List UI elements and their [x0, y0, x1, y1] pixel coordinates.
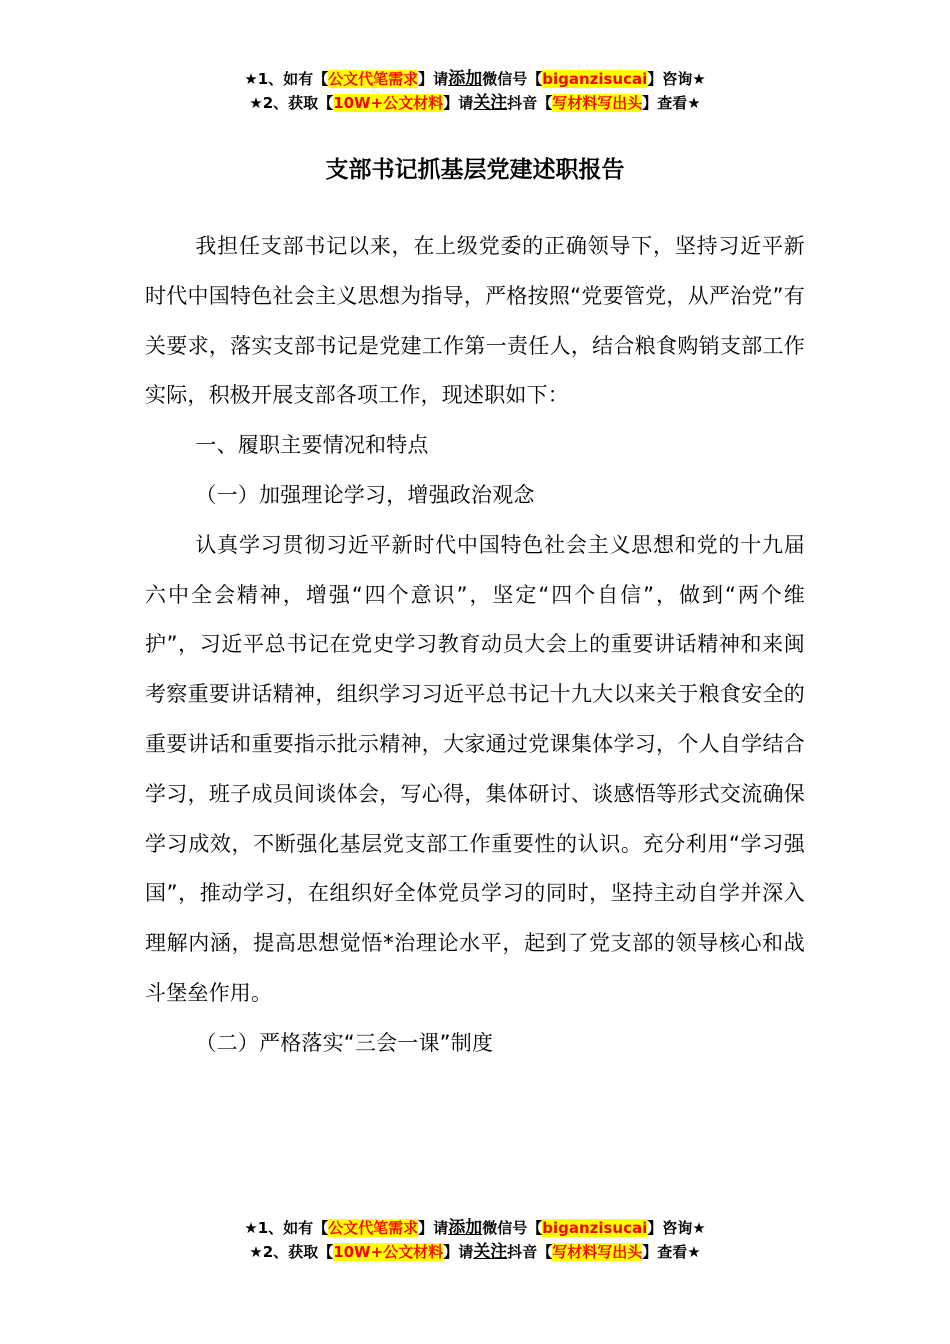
footer-promo-wechat-id: biganzisucai	[542, 1219, 648, 1237]
document-body	[145, 222, 805, 1069]
footer-promo-line-1: ★1、如有【公文代笔需求】请添加微信号【biganzisucai】咨询★	[244, 1218, 706, 1238]
document-title: 支部书记抓基层党建述职报告	[325, 157, 625, 183]
header-promo-douyin-id: 写材料写出头	[552, 94, 643, 112]
footer-promo-highlight: 10W+公文材料	[333, 1243, 444, 1261]
header-promo	[0, 67, 950, 115]
footer-promo-highlight: 公文代笔需求	[328, 1219, 419, 1237]
body-paragraph: 认真学习贯彻习近平新时代中国特色社会主义思想和党的十九届六中全会精神，增强“四个意识”，坚定“四个自信”，做到“两个维护”，习近平总书记在党史学习教育动员大会上的重要讲话精神和来闽考察重要讲话精神，组织学习习近平总书记十九大以来关于粮食安全的重要讲话和重要指示批示精神，大家通过党课集体学习，个人自学结合学习，班子成员间谈体会，写心得，集体研讨、谈感悟等形式交流确保学习成效，不断强化基层党支部工作重要性的认识。充分利用“学习强国”，推动学习，在组织好全体党员学习的同时，坚持主动自学并深入理解内涵，提高思想觉悟*治理论水平，起到了党支部的领导核心和战斗堡垒作用。	[145, 532, 805, 1005]
header-promo-highlight: 10W+公文材料	[333, 94, 444, 112]
footer-promo-line-2: ★2、获取【10W+公文材料】请关注抖音【写材料写出头】查看★	[249, 1242, 701, 1262]
section-heading: 一、履职主要情况和特点	[195, 433, 429, 458]
intro-paragraph: 我担任支部书记以来，在上级党委的正确领导下，坚持习近平新时代中国特色社会主义思想为指导，严格按照“党要管党，从严治党”有关要求，落实支部书记是党建工作第一责任人，结合粮食购销支部工作实际，积极开展支部各项工作，现述职如下：	[145, 234, 805, 408]
subsection-heading: （一）加强理论学习，增强政治观念	[195, 482, 535, 507]
footer-promo-douyin-id: 写材料写出头	[552, 1243, 643, 1261]
subsection-heading: （二）严格落实“三会一课”制度	[195, 1030, 494, 1055]
footer-promo	[0, 1216, 950, 1264]
header-promo-wechat-id: biganzisucai	[542, 70, 648, 88]
header-promo-highlight: 公文代笔需求	[328, 70, 419, 88]
header-promo-line-2: ★2、获取【10W+公文材料】请关注抖音【写材料写出头】查看★	[249, 93, 701, 113]
header-promo-line-1: ★1、如有【公文代笔需求】请添加微信号【biganzisucai】咨询★	[244, 69, 706, 89]
